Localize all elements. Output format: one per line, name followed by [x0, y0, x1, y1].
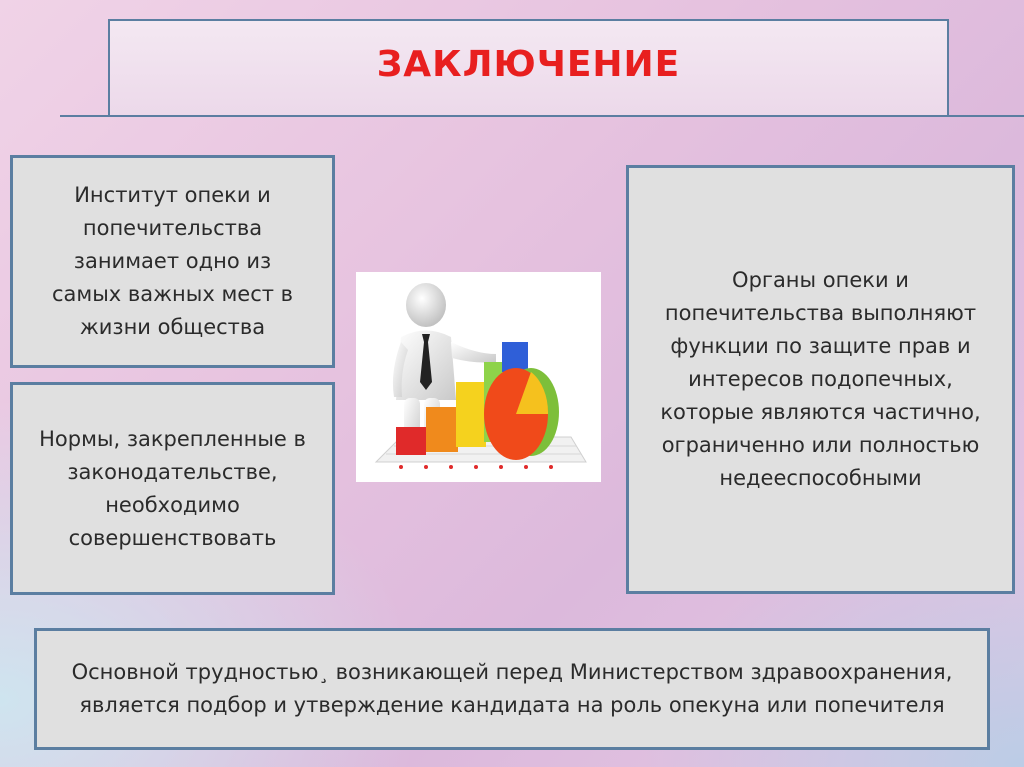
person-with-chart-icon	[356, 272, 601, 482]
title-underline-left	[60, 115, 110, 117]
conclusion-text-box	[34, 628, 990, 750]
page-title: ЗАКЛЮЧЕНИЕ	[376, 43, 681, 85]
norms-text-box	[10, 382, 335, 595]
norms-text: Нормы, закрепленные в законодательстве, необходимо совершенствовать	[39, 426, 306, 550]
title-banner	[108, 19, 949, 117]
organs-text-box	[626, 165, 1015, 594]
title-underline-right	[947, 115, 1024, 117]
organs-text: Органы опеки и попечительства выполняют функции по защите прав и интересов подопечных, которые являются частично, ограниченно или полностью недееспособными	[660, 268, 981, 490]
conclusion-text: Основной трудностью¸ возникающей перед Министерством здравоохранения, является подбор и утверждение кандидата на роль опекуна или попечителя	[71, 660, 953, 717]
institute-text: Институт опеки и попечительства занимает одно из самых важных мест в жизни общества	[51, 183, 294, 339]
institute-text-box	[10, 155, 335, 368]
